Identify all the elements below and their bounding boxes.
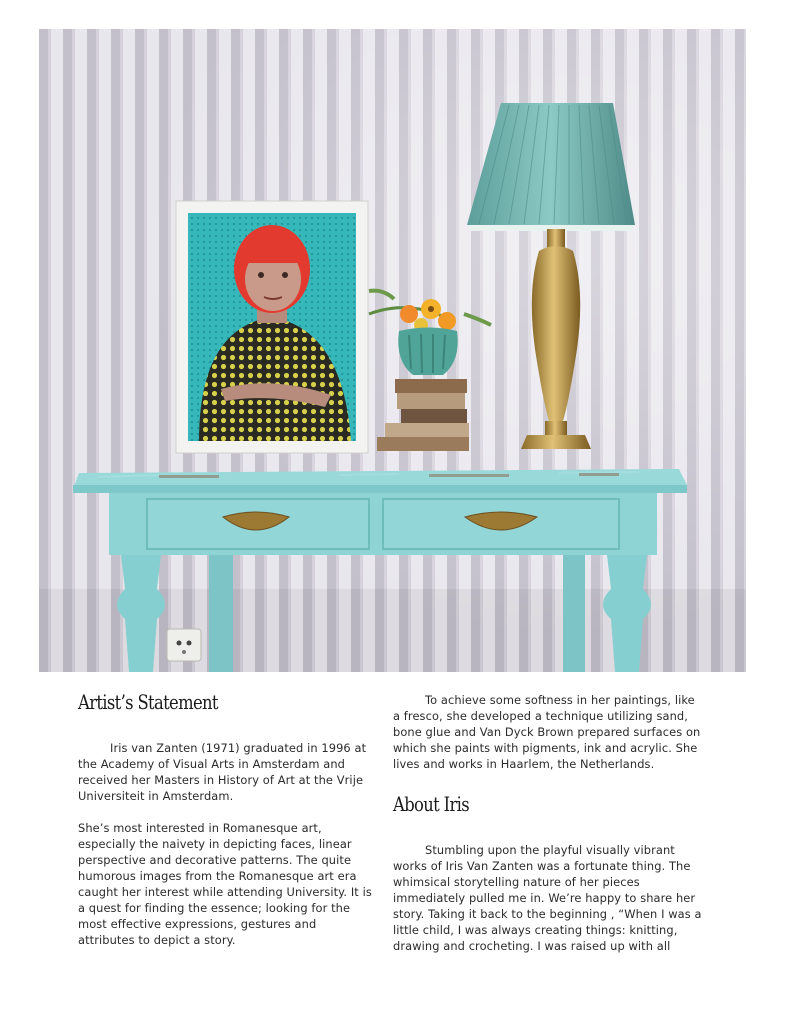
statement-paragraph: Iris van Zanten (1971) graduated in 1996 at the Academy of Visual Arts in Amsterdam and received her Masters in History of Art at the Vrije Universiteit in Amsterdam. (78, 741, 367, 803)
technique-paragraph: To achieve some softness in her paintings, like a fresco, she developed a technique utilizing sand, bone glue and Van Dyck Brown prepared surfaces on which she paints with pigments, ink and acrylic. She lives and works in Haarlem, the Netherlands. (393, 693, 701, 771)
artist-statement-column (78, 690, 374, 948)
statement-paragraph: She’s most interested in Romanesque art, especially the naivety in depicting faces, linear perspective and decorative patterns. The quite humorous images from the Romanesque art era caught her interest while attending University. It is a quest for finding the essence; looking for the most effective expressions, gestures and attributes to depict a story. (78, 821, 372, 947)
about-paragraph: Stumbling upon the playful visually vibrant works of Iris Van Zanten was a fortunate thing. The whimsical storytelling nature of her pieces immediately pulled me in. We’re happy to share her story. Taking it back to the beginning , “When I was a little child, I was always creating things: knitting, drawing and crocheting. I was raised up with all (393, 843, 702, 953)
interior-photo (39, 29, 746, 672)
artist-statement-heading: Artist’s Statement (78, 690, 218, 714)
about-column (393, 692, 705, 954)
about-heading: About Iris (393, 792, 470, 816)
